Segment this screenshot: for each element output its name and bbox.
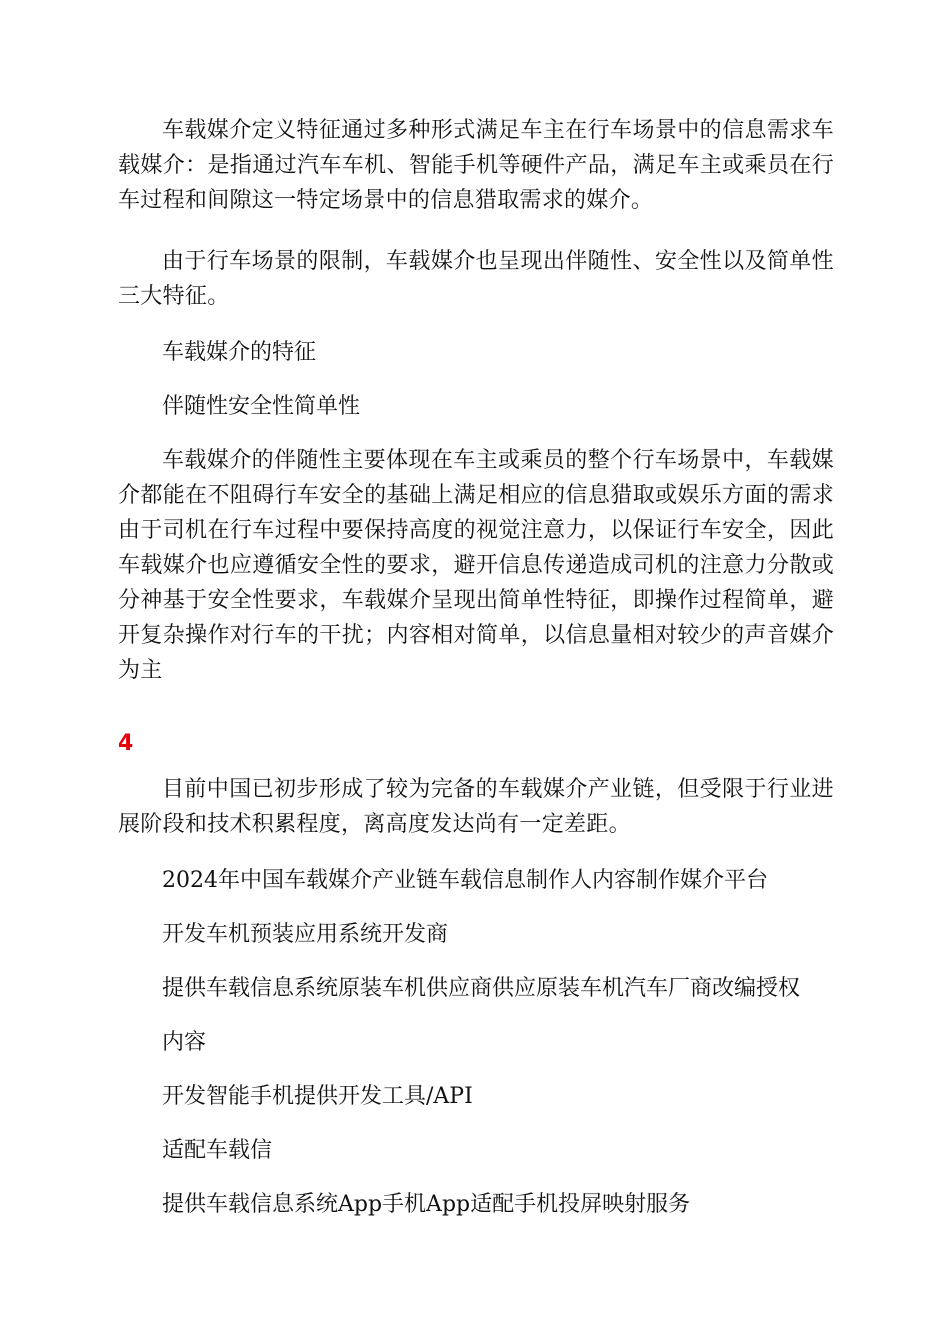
paragraph-features-detail: 车载媒介的伴随性主要体现在车主或乘员的整个行车场景中，车载媒介都能在不阻碍行车安全的基础上满足相应的信息猎取或娱乐方面的需求由于司机在行车过程中要保持高度的视觉注意力，以保证行车安全，因此车载媒介也应遵循安全性的要求，避开信息传递造成司机的注意力分散或分神基于安全性要求，车载媒介呈现出简单性特征，即操作过程简单，避开复杂操作对行车的干扰；内容相对简单，以信息量相对较少的声音媒介为主 — [118, 448, 834, 683]
chain-line-adapt: 适配车载信 — [162, 1138, 273, 1163]
paragraph-industry-chain: 目前中国已初步形成了较为完备的车载媒介产业链，但受限于行业进展阶段和技术积累程度，离高度发达尚有一定差距。 — [118, 777, 834, 837]
chain-line-developers: 开发车机预装应用系统开发商 — [162, 922, 449, 947]
paragraph-definition: 车载媒介定义特征通过多种形式满足车主在行车场景中的信息需求车载媒介：是指通过汽车车机、智能手机等硬件产品，满足车主或乘员在行车过程和间隙这一特定场景中的信息猎取需求的媒介。 — [118, 118, 834, 213]
chain-line-suppliers: 提供车载信息系统原装车机供应商供应原装车机汽车厂商改编授权 — [162, 976, 801, 1001]
chain-line-app-services: 提供车载信息系统App手机App适配手机投屏映射服务 — [162, 1192, 691, 1217]
paragraph-features-intro: 由于行车场景的限制，车载媒介也呈现出伴随性、安全性以及简单性三大特征。 — [118, 249, 834, 309]
chain-line-smartphone: 开发智能手机提供开发工具/API — [162, 1084, 473, 1109]
features-list: 伴随性安全性简单性 — [162, 394, 361, 419]
chain-line-content: 内容 — [162, 1030, 207, 1055]
page-number: 4 — [118, 731, 134, 756]
chain-line-title: 2024年中国车载媒介产业链车载信息制作人内容制作媒介平台 — [162, 868, 768, 893]
heading-features: 车载媒介的特征 — [162, 340, 317, 365]
